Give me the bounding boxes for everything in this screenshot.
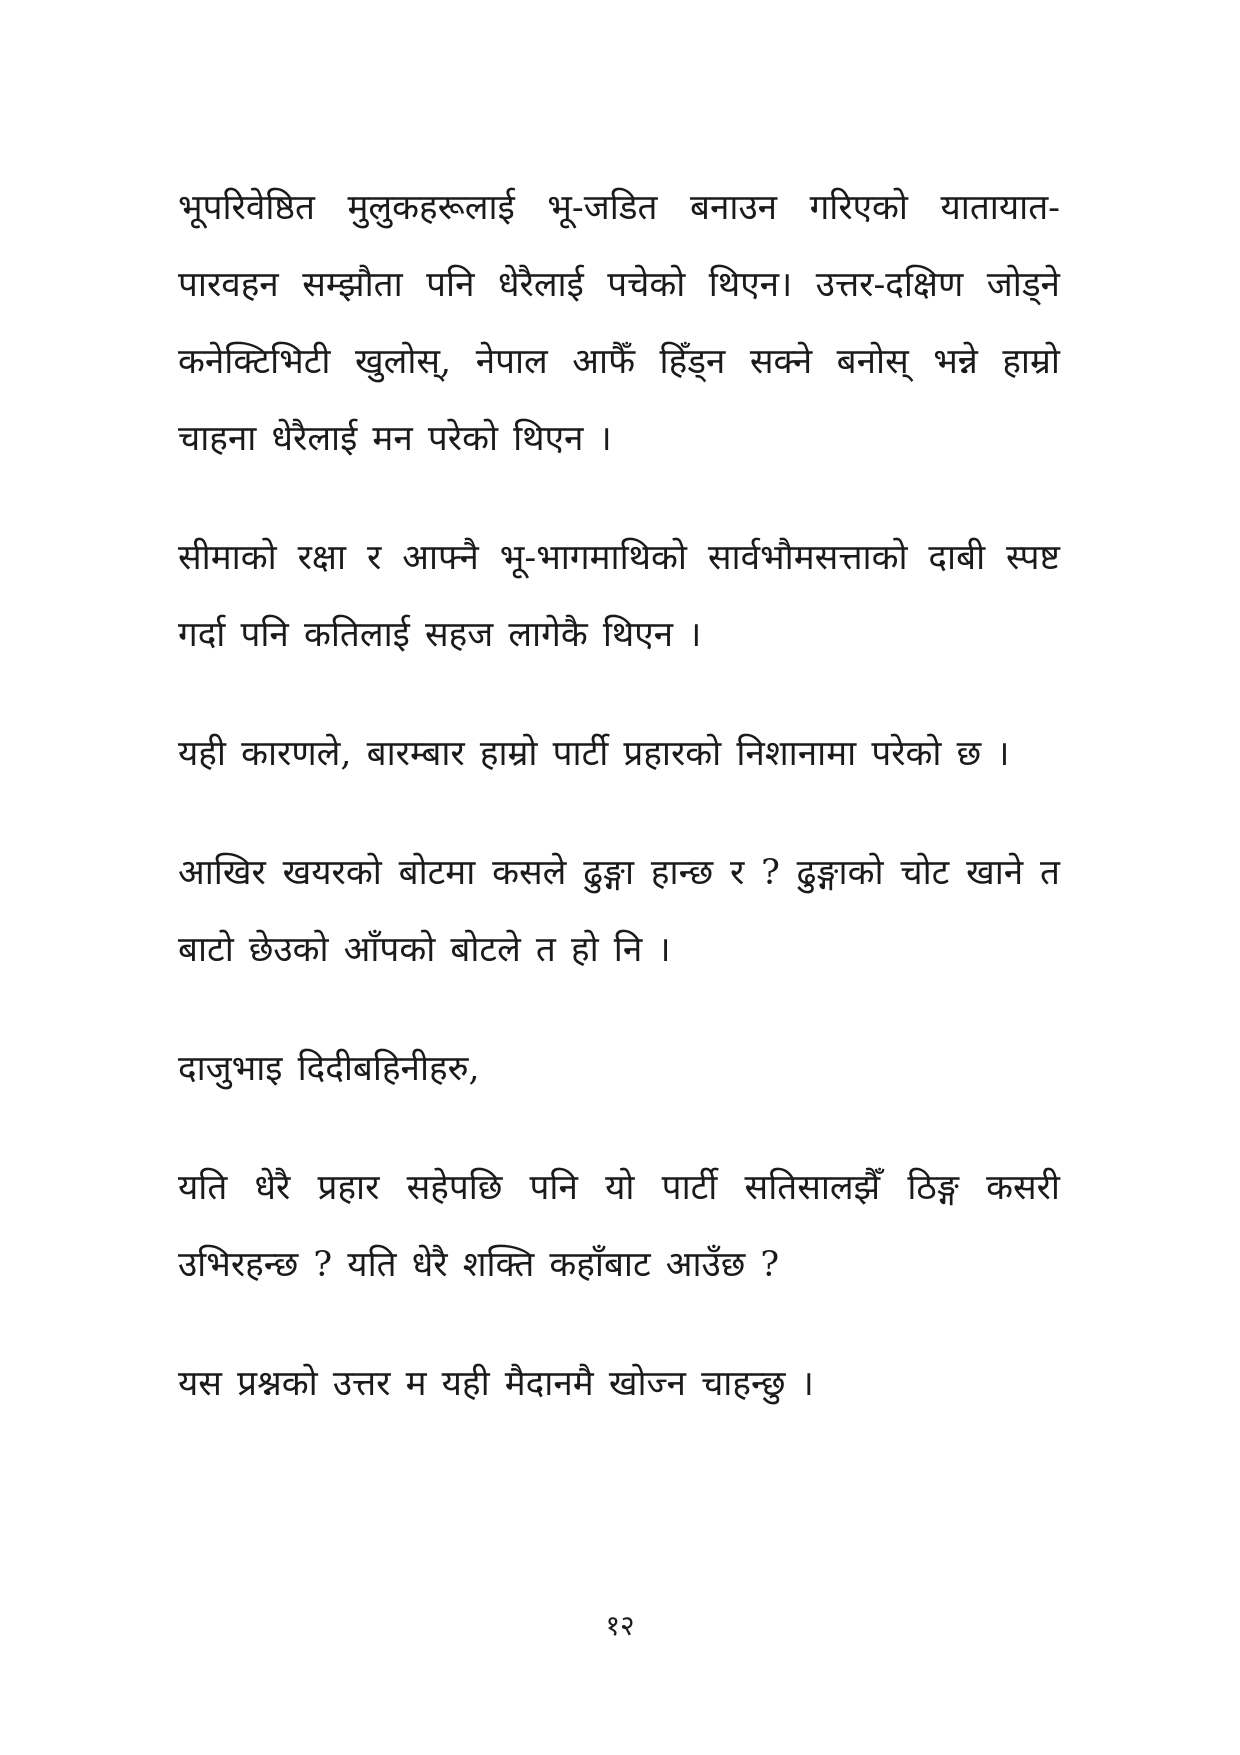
paragraph-party-target: यही कारणले, बारम्बार हाम्रो पार्टी प्रहारको निशानामा परेको छ ।: [178, 734, 1010, 774]
body-text: [178, 170, 1060, 1465]
paragraph-mango-tree: आखिर खयरको बोटमा कसले ढुङ्गा हान्छ र ? ढुङ्गाको चोट खाने त बाटो छेउको आँपको बोटले त हो नि ।: [178, 853, 1060, 970]
paragraph-border-defense: सीमाको रक्षा र आफ्नै भू-भागमाथिको सार्वभौमसत्ताको दाबी स्पष्ट गर्दा पनि कतिलाई सहज लागेकै थिएन ।: [178, 538, 1060, 655]
page-number: १२: [605, 1609, 635, 1642]
paragraph-answer: यस प्रश्नको उत्तर म यही मैदानमै खोज्न चाहन्छु ।: [178, 1364, 814, 1404]
paragraph-landlocked: भूपरिवेष्ठित मुलुकहरूलाई भू-जडित बनाउन गरिएको यातायात-पारवहन सम्झौता पनि धेरैलाई पचेको थिएन। उत्तर-दक्षिण जोड्ने कनेक्टिभिटी खुलोस्, नेपाल आफैँ हिँड्न सक्ने बनोस् भन्ने हाम्रो चाहना धेरैलाई मन परेको थिएन ।: [178, 188, 1060, 459]
paragraph-salutation: दाजुभाइ दिदीबहिनीहरु,: [178, 1049, 480, 1089]
paragraph-strength-question: यति धेरै प्रहार सहेपछि पनि यो पार्टी सतिसालझैँ ठिङ्ग कसरी उभिरहन्छ ? यति धेरै शक्ति कहाँबाट आउँछ ?: [178, 1168, 1060, 1285]
